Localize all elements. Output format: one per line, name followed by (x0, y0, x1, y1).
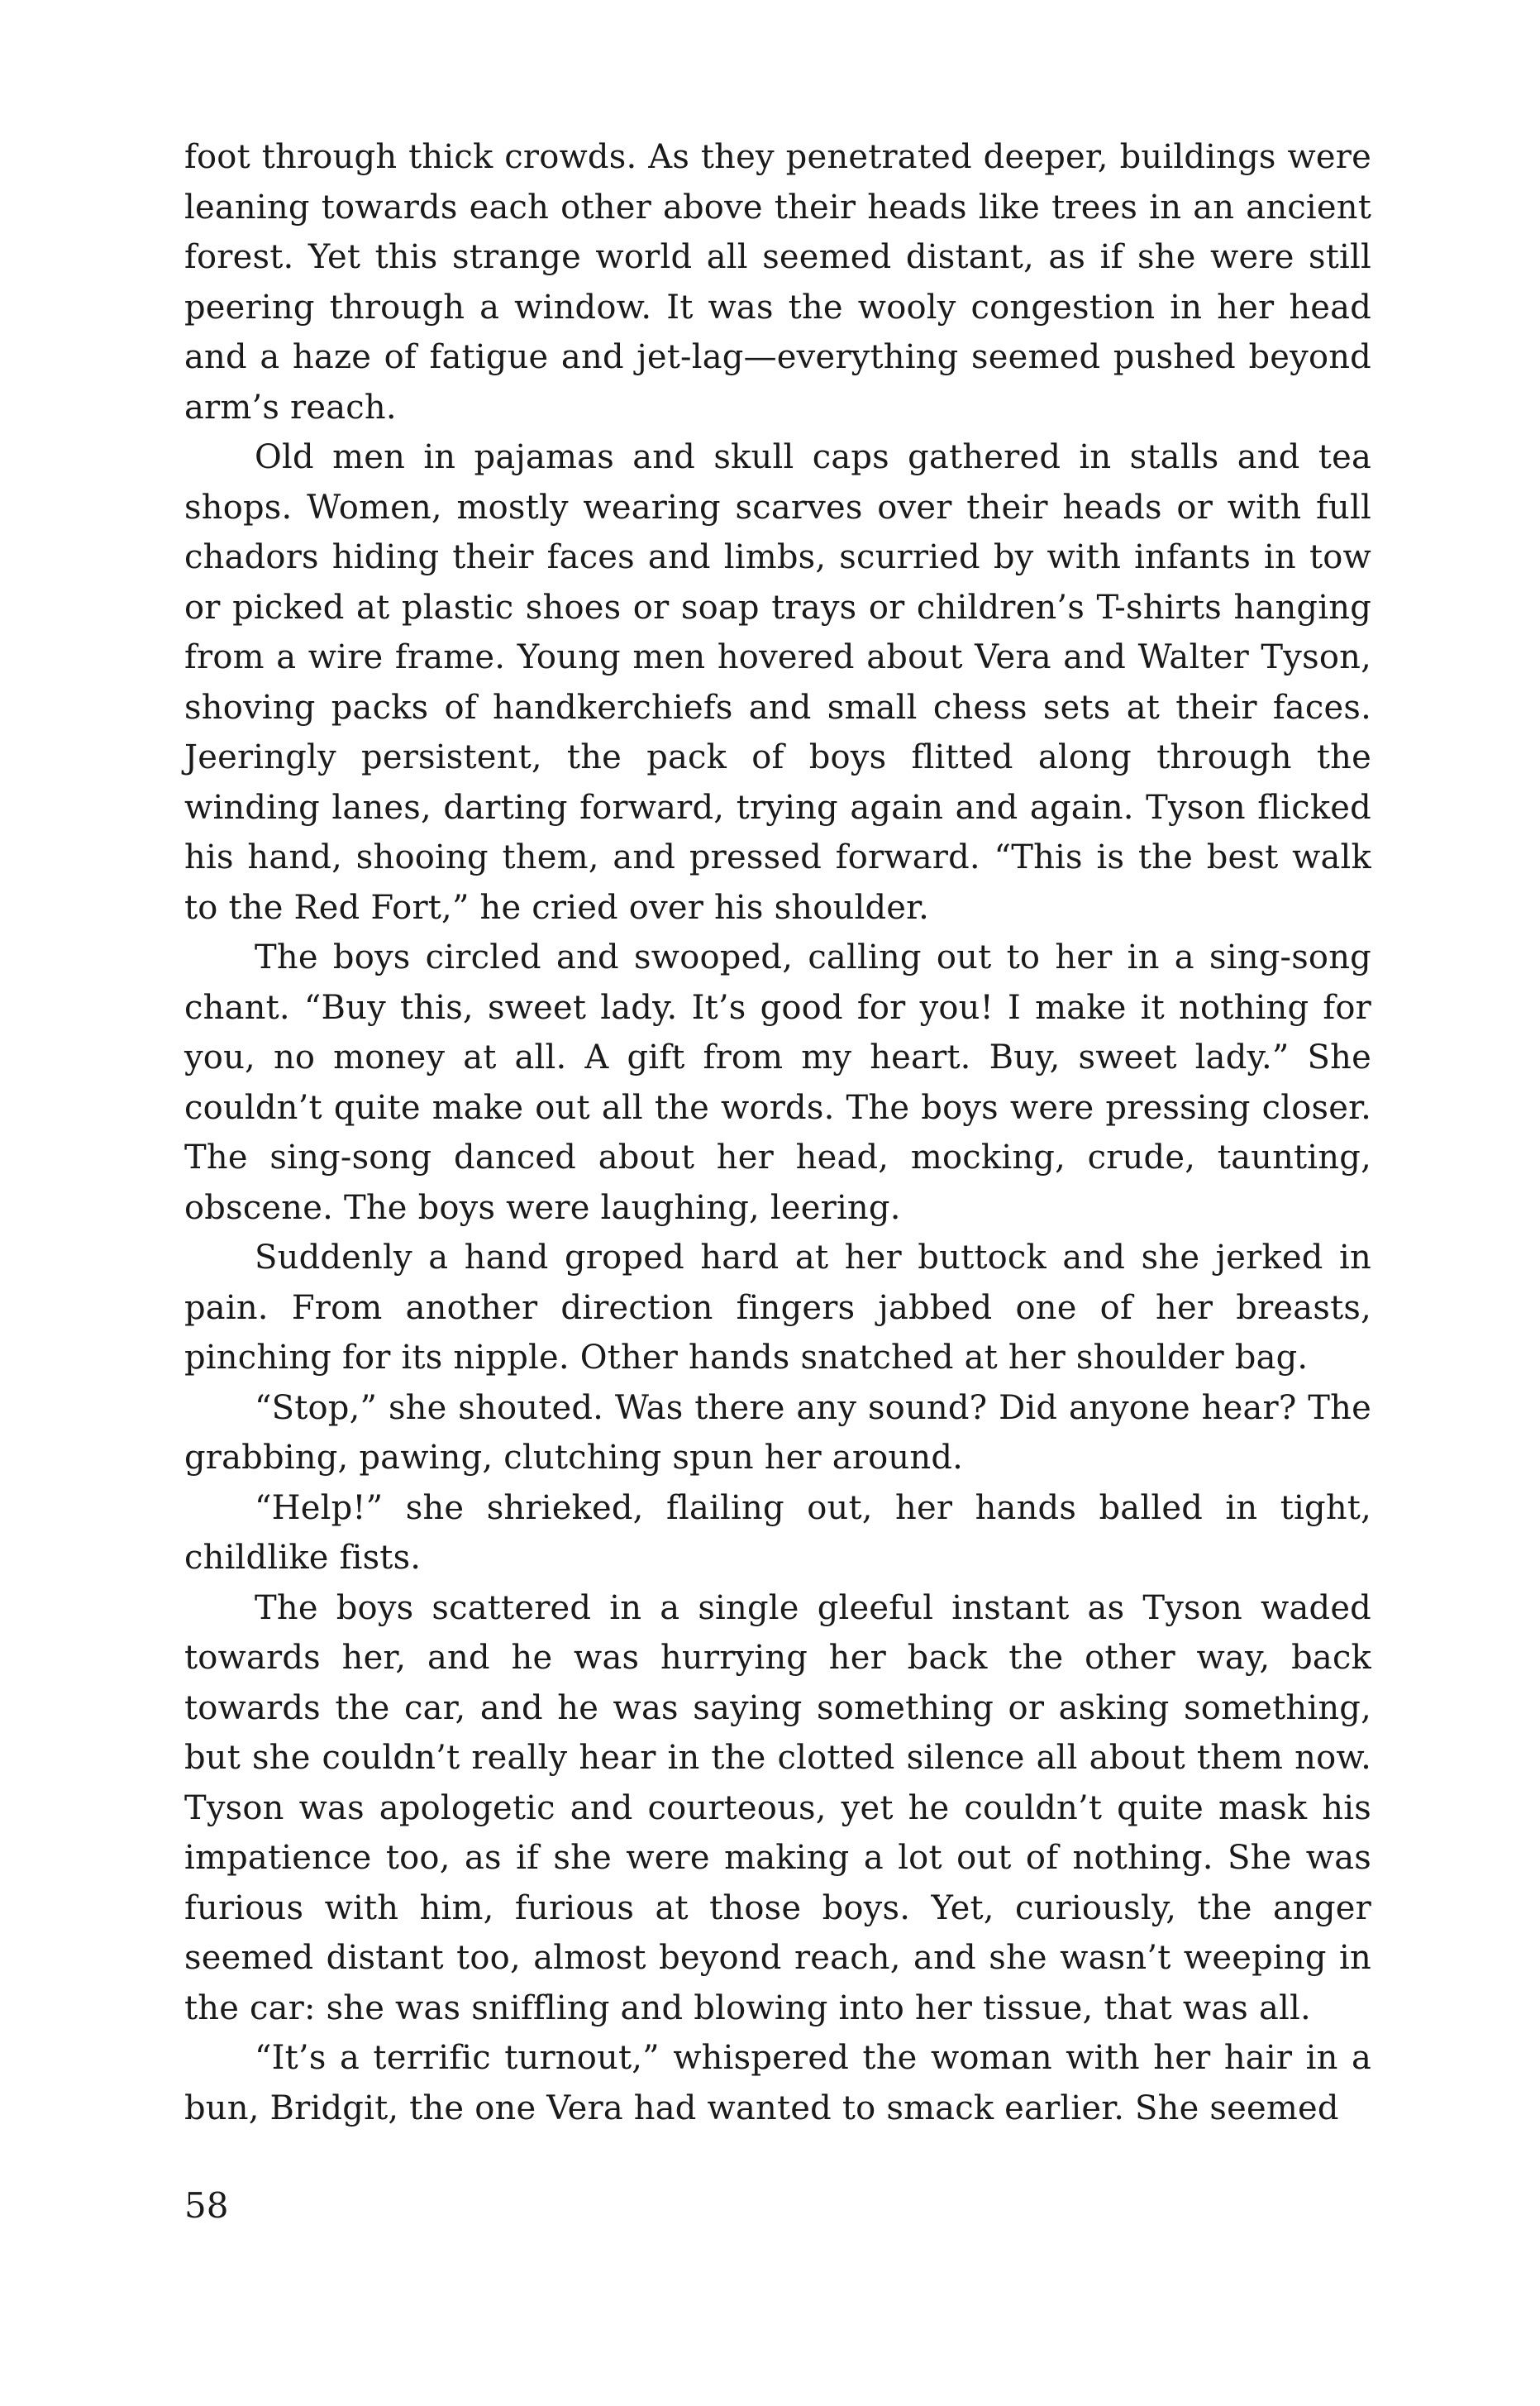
paragraph-2: Old men in pajamas and skull caps gathered in stalls and tea shops. Women, mostly wearing scarves over their heads or with full chadors hiding their faces and limbs, scurried by with infants in tow or picked at plastic shoes or soap trays or children’s T-shirts hanging from a wire frame. Young men hovered about Vera and Walter Tyson, shoving packs of handkerchiefs and small chess sets at their faces. Jeeringly persistent, the pack of boys flitted along through the winding lanes, darting forward, trying again and again. Tyson flicked his hand, shooing them, and pressed forward. “This is the best walk to the Red Fort,” he cried over his shoulder. (184, 438, 1371, 927)
paragraph-5: “Stop,” she shouted. Was there any sound? Did anyone hear? The grabbing, pawing, clutching spun her around. (184, 1388, 1371, 1477)
body-text (184, 132, 1371, 2133)
paragraph-7: The boys scattered in a single gleeful instant as Tyson waded towards her, and he was hurrying her back the other way, back towards the car, and he was saying something or asking something, but she couldn’t really hear in the clotted silence all about them now. Tyson was apologetic and courteous, yet he couldn’t quite mask his impatience too, as if she were making a lot out of nothing. She was furious with him, furious at those boys. Yet, curiously, the anger seemed distant too, almost beyond reach, and she wasn’t weeping in the car: she was sniffling and blowing into her tissue, that was all. (184, 1588, 1371, 2027)
paragraph-1: foot through thick crowds. As they penetrated deeper, buildings were leaning towards each other above their heads like trees in an ancient forest. Yet this strange world all seemed distant, as if she were still peering through a window. It was the wooly congestion in her head and a haze of fatigue and jet-lag—everything seemed pushed beyond arm’s reach. (184, 138, 1371, 427)
paragraph-3: The boys circled and swooped, calling out to her in a sing-song chant. “Buy this, sweet lady. It’s good for you! I make it nothing for you, no money at all. A gift from my heart. Buy, sweet lady.” She couldn’t quite make out all the words. The boys were pressing closer. The sing-song danced about her head, mocking, crude, taunting, obscene. The boys were laughing, leering. (184, 938, 1371, 1227)
page-number: 58 (184, 2185, 229, 2226)
paragraph-4: Suddenly a hand groped hard at her buttock and she jerked in pain. From another direction fingers jabbed one of her breasts, pinching for its nipple. Other hands snatched at her shoulder bag. (184, 1239, 1371, 1377)
paragraph-8: “It’s a terrific turnout,” whispered the woman with her hair in a bun, Bridgit, the one Vera had wanted to smack earlier. She seemed (184, 2039, 1371, 2127)
paragraph-6: “Help!” she shrieked, flailing out, her hands balled in tight, childlike fists. (184, 1488, 1371, 1577)
